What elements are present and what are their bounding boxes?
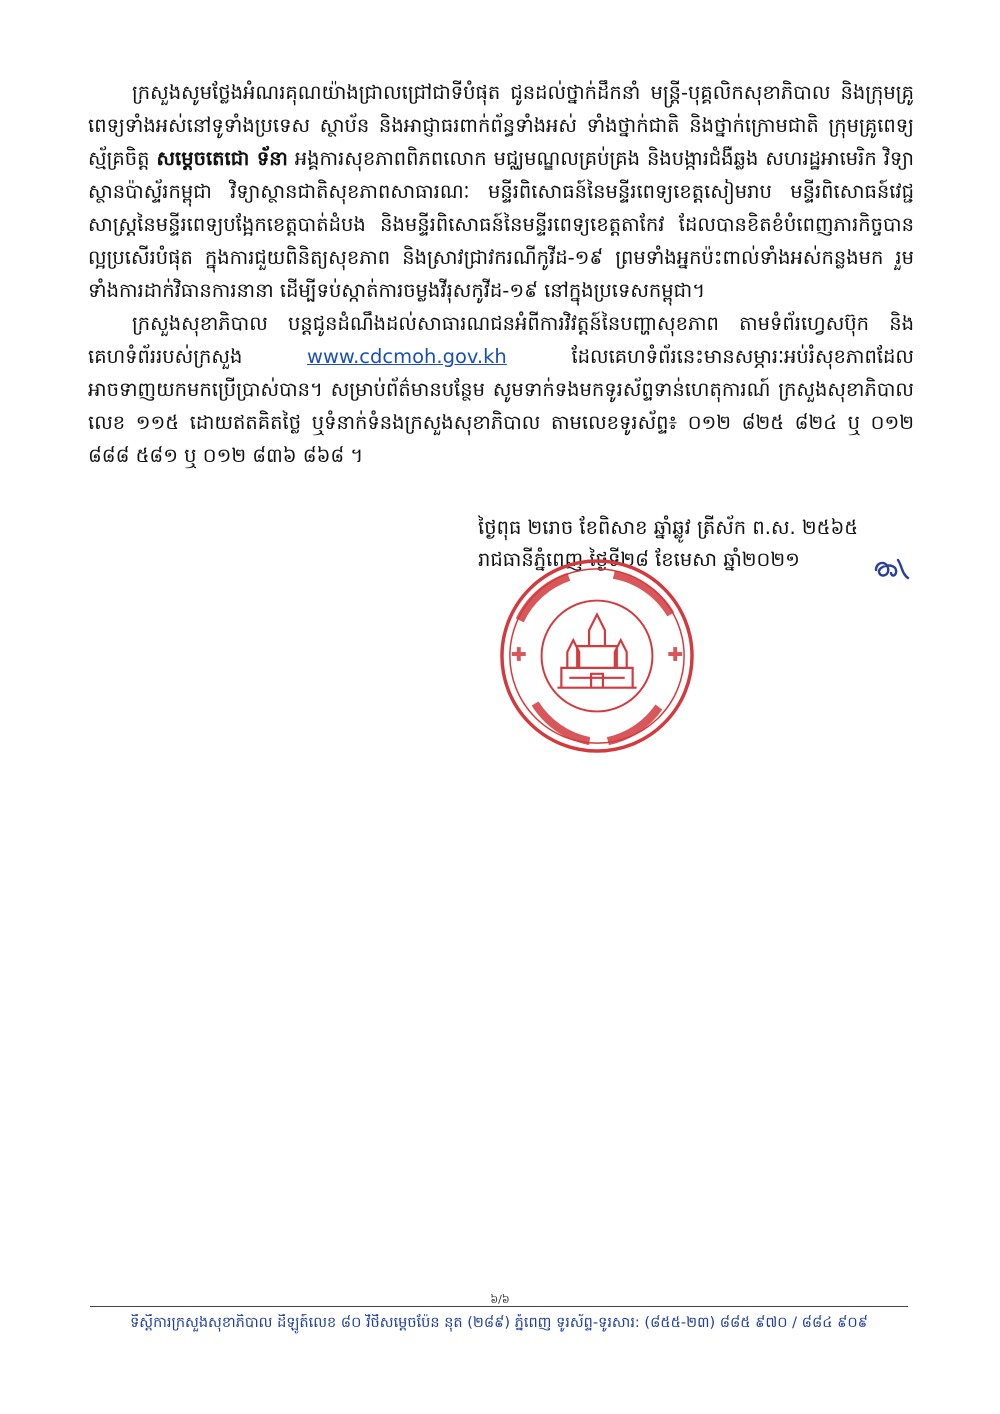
ministry-seal-icon [498,557,696,755]
paragraph-thanks-part2: អង្គការសុខភាពពិភពលោក មជ្ឈមណ្ឌលគ្រប់គ្រង និងបង្ការជំងឺឆ្លង សហរដ្ឋអាមេរិក វិទ្យាស្ថានប៉ាស្ទ័រកម្ពុជា វិទ្យាស្ថានជាតិសុខភាពសាធារណៈ មន្ទីរពិសោធន៍នៃមន្ទីរពេទ្យខេត្តសៀមរាប មន្ទីរពិសោធន៍វេជ្ជសាស្ត្រនៃមន្ទីរពេទ្យបង្អែកខេត្តបាត់ដំបង និងមន្ទីរពិសោធន៍នៃមន្ទីរពេទ្យខេត្តតាកែវ ដែលបានខិតខំបំពេញភារកិច្ចបានល្អប្រសើរបំផុត ក្នុងការជួយពិនិត្យសុខភាព និងស្រាវជ្រាវករណីកូវីដ-១៩ ព្រមទាំងអ្នកប៉ះពាល់ទាំងអស់កន្លងមក រួមទាំងការដាក់វិធានការនានា ដើម្បីទប់ស្កាត់ការចម្លងវីរុសកូវីដ-១៩ នៅក្នុងប្រទេសកម្ពុជា។ [88,147,914,302]
footer-divider [90,1306,908,1307]
lunar-date: ថ្ងៃពុធ ២រោច ខែពិសាខ ឆ្នាំឆ្លូវ ត្រីស័ក ព.ស. ២៥៦៥ [478,516,859,539]
handwritten-initial-icon [872,556,912,582]
letter-body [88,76,914,472]
footer-address: ទីស្តីការក្រសួងសុខាភិបាល ដីឡូត៍លេខ ៨០ វិថីសម្តេចប៉ែន នុត (២៨៩) ភ្នំពេញ ទូរស័ព្ទ-ទូរសារ: (៨៥៥-២៣) ៨៨៥ ៩៧០ / ៨៨៤ ៩០៩ [130,1315,868,1331]
page-number: ៦/៦ [490,1293,510,1306]
paragraph-info-part2: ដែលគេហទំព័រនេះមានសម្ភារៈអប់រំសុខភាពដែលអាចទាញយកមកប្រើប្រាស់បាន។ សម្រាប់ព័ត៌មានបន្ថែម សូមទាក់ទងមកទូរស័ព្ទទាន់ហេតុការណ៍ ក្រសួងសុខាភិបាល លេខ ១១៥ ដោយឥតគិតថ្លៃ ឬទំនាក់ទំនងក្រសួងសុខាភិបាល តាមលេខទូរស័ព្ទ៖ ០១២ ៨២៥ ៨២៤ ឬ ០១២ ៨៨៨ ៥៨១ ឬ ០១២ ៨៣៦ ៨៦៨ ។ [88,345,914,467]
website-link[interactable]: www.cdcmoh.gov.kh [307,345,507,368]
paragraph-thanks-part1: ក្រសួងសូមថ្លែងអំណរគុណយ៉ាងជ្រាលជ្រៅជាទីបំផុត ជូនដល់ថ្នាក់ដឹកនាំ មន្ត្រី-បុគ្គលិកសុខាភិបាល និងក្រុមគ្រូពេទ្យទាំងអស់នៅទូទាំងប្រទេស ស្ថាប័ន និងអាជ្ញាធរពាក់ព័ន្ធទាំងអស់ ទាំងថ្នាក់ជាតិ និងថ្នាក់ក្រោមជាតិ ក្រុមគ្រូពេទ្យស្ម័គ្រចិត្ត [88,81,914,170]
paragraph-thanks [88,76,914,307]
paragraph-thanks-bold: សម្តេចតេជោ ទ័នា [156,147,288,170]
paragraph-info [88,307,914,472]
paragraph-info-part1: ក្រសួងសុខាភិបាល បន្តជូនដំណឹងដល់សាធារណជនអំពីការវិវត្តន៍នៃបញ្ហាសុខភាព តាមទំព័រហ្វេសប៊ុក និងគេហទំព័ររបស់ក្រសួង [88,312,914,368]
solar-date: រាជធានីភ្នំពេញ ថ្ងៃទី២៨ ខែមេសា ឆ្នាំ២០២១ [478,548,800,571]
